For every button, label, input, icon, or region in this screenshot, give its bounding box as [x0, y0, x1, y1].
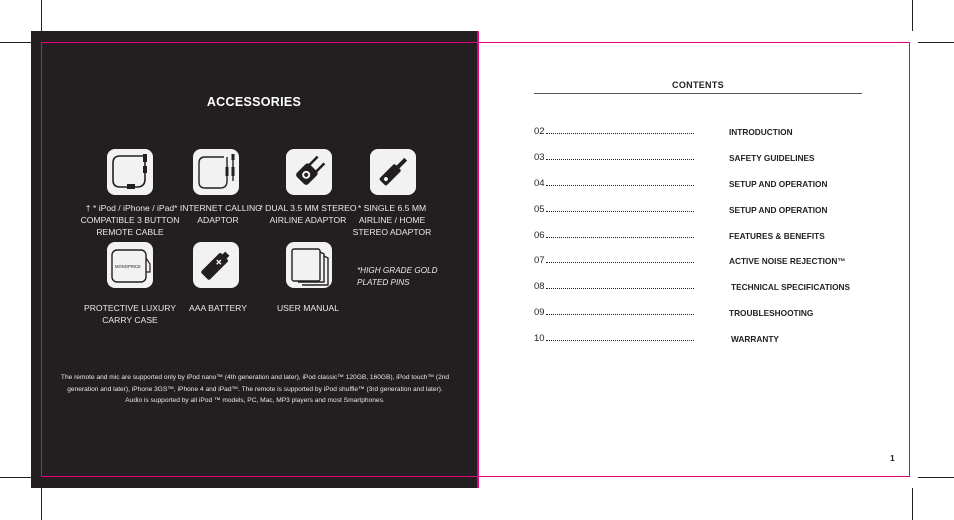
crop-mark — [912, 0, 913, 31]
toc-title: SETUP AND OPERATION — [729, 179, 828, 189]
toc-title: ACTIVE NOISE REJECTION™ — [729, 256, 846, 266]
toc-title: TECHNICAL SPECIFICATIONS — [731, 282, 851, 292]
toc-page-number: 02 — [534, 126, 545, 137]
toc-page-number: 06 — [534, 230, 545, 241]
accessory-caption: USER MANUAL — [276, 303, 340, 313]
toc-entry[interactable] — [534, 307, 874, 321]
dot-leader — [546, 211, 694, 212]
toc-page-number: 03 — [534, 152, 545, 163]
dot-leader — [546, 237, 694, 238]
crop-mark — [918, 42, 954, 43]
gold-pins-note: *HIGH GRADE GOLD PLATED PINS — [357, 266, 438, 287]
contents-rule — [534, 93, 862, 94]
toc-title: FEATURES & BENEFITS — [729, 231, 825, 241]
dot-leader — [546, 262, 694, 263]
crop-mark — [0, 42, 31, 43]
toc-page-number: 09 — [534, 307, 545, 318]
toc-title: INTRODUCTION — [729, 127, 793, 137]
toc-entry[interactable] — [534, 230, 874, 244]
accessory-caption: PROTECTIVE LUXURY CARRY CASE — [83, 303, 176, 325]
accessory-caption: AAA BATTERY — [189, 303, 247, 313]
case-brand-text: MONOPRICE — [115, 264, 141, 269]
accessory-caption: † * iPod / iPhone / iPad COMPATIBLE 3 BUTTON REMOTE CABLE — [80, 203, 180, 237]
toc-page-number: 04 — [534, 178, 545, 189]
crop-mark — [41, 0, 42, 31]
toc-entry[interactable] — [534, 126, 874, 140]
dot-leader — [546, 133, 694, 134]
crop-mark — [918, 477, 954, 478]
crop-mark — [0, 477, 31, 478]
toc-title: SETUP AND OPERATION — [729, 205, 828, 215]
toc-entry[interactable] — [534, 204, 874, 218]
dot-leader — [546, 288, 694, 289]
page-number: 1 — [890, 453, 895, 463]
toc-title: WARRANTY — [731, 334, 779, 344]
toc-page-number: 05 — [534, 204, 545, 215]
dot-leader — [546, 159, 694, 160]
toc-title: SAFETY GUIDELINES — [729, 153, 815, 163]
dot-leader — [546, 185, 694, 186]
dot-leader — [546, 340, 694, 341]
toc-entry[interactable] — [534, 281, 874, 295]
toc-entry[interactable] — [534, 178, 874, 192]
accessory-caption: * DUAL 3.5 MM STEREO AIRLINE ADAPTOR — [259, 203, 357, 225]
toc-page-number: 08 — [534, 281, 545, 292]
toc-entry[interactable] — [534, 152, 874, 166]
toc-entry[interactable] — [534, 255, 874, 269]
contents-title: CONTENTS — [672, 80, 724, 90]
toc-page-number: 07 — [534, 255, 545, 266]
accessory-caption: * SINGLE 6.5 MM AIRLINE / HOME STEREO ADAPTOR — [352, 203, 432, 237]
crop-mark — [912, 488, 913, 520]
accessory-caption: * INTERNET CALLING ADAPTOR — [174, 203, 262, 225]
accessories-title: ACCESSORIES — [206, 95, 302, 109]
crop-mark — [41, 488, 42, 520]
toc-entry[interactable] — [534, 333, 874, 347]
compatibility-note: The remote and mic are supported only by iPod nano™ (4th generation and later), iPod classic™ 120GB, 160GB), iPod touch™ (2nd generation and later), iPhone 3GS™, iPhone 4 and iPad™. The remote is supported by iPod shuffle™ (3rd generation and later). Audio is supported by all iPod ™ models, PC, Mac, MP3 players and most Smartphones. — [60, 374, 450, 404]
toc-title: TROUBLESHOOTING — [729, 308, 814, 318]
toc-page-number: 10 — [534, 333, 545, 344]
dot-leader — [546, 314, 694, 315]
